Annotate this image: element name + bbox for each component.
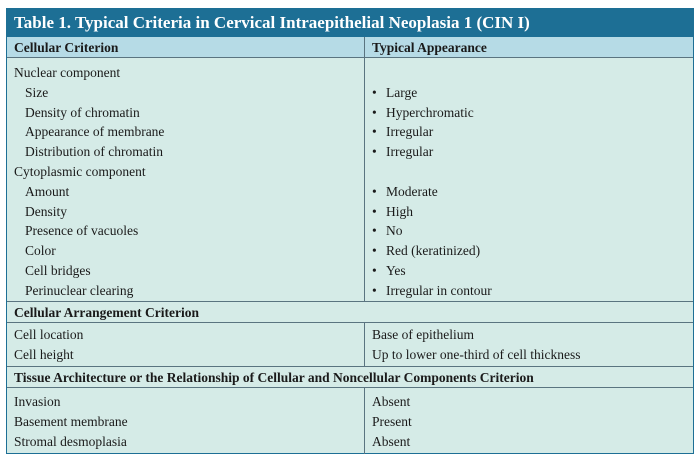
criterion-value: • Moderate	[365, 182, 693, 202]
cellular-criteria-block	[7, 58, 693, 302]
criterion-label: Invasion	[14, 394, 61, 409]
criterion-label: Amount	[25, 183, 70, 199]
criterion-label: Basement membrane	[14, 413, 128, 429]
criterion-label: Presence of vacuoles	[25, 223, 139, 239]
arrangement-block	[7, 323, 693, 367]
table-title: Table 1. Typical Criteria in Cervical Intraepithelial Neoplasia 1 (CIN I)	[7, 9, 693, 37]
criterion-value: Absent	[372, 394, 411, 409]
architecture-block	[7, 388, 693, 454]
criterion-value: Absent	[372, 433, 411, 449]
cellular-labels-column	[7, 58, 365, 301]
criterion-value: • Irregular	[365, 122, 693, 142]
criterion-value: • High	[365, 202, 693, 222]
criterion-label: Nuclear component	[14, 65, 121, 80]
header-typical-appearance: Typical Appearance	[372, 40, 487, 55]
header-cellular-criterion: Cellular Criterion	[7, 37, 365, 57]
criterion-value: • Irregular in contour	[365, 281, 693, 301]
criterion-label: Density of chromatin	[25, 104, 140, 120]
criterion-value: Present	[372, 413, 412, 429]
cellular-values-column	[365, 58, 693, 301]
criterion-value	[365, 162, 693, 182]
criterion-label: Size	[25, 84, 49, 100]
criterion-value: • Irregular	[365, 142, 693, 162]
table-header-row	[7, 37, 693, 58]
criterion-label: Cell bridges	[25, 262, 91, 278]
architecture-values-column	[365, 388, 693, 454]
criterion-label: Cell height	[14, 346, 74, 362]
arrangement-section-heading: Cellular Arrangement Criterion	[7, 302, 693, 323]
criterion-label: Density	[25, 203, 67, 219]
criterion-value: • No	[365, 221, 693, 241]
criterion-label: Cytoplasmic component	[14, 163, 146, 179]
criterion-value: • Red (keratinized)	[365, 241, 693, 261]
criterion-value: • Yes	[365, 261, 693, 281]
criterion-label: Distribution of chromatin	[25, 144, 163, 160]
criterion-value: • Hyperchromatic	[365, 103, 693, 123]
criterion-value: Base of epithelium	[372, 327, 474, 342]
criterion-label: Appearance of membrane	[25, 124, 165, 140]
architecture-section-heading: Tissue Architecture or the Relationship of Cellular and Noncellular Components Criterion	[7, 367, 693, 388]
criterion-value: Up to lower one-third of cell thickness	[372, 346, 581, 362]
criterion-label: Color	[25, 243, 56, 259]
arrangement-labels-column	[7, 323, 365, 366]
criterion-label: Perinuclear clearing	[25, 282, 134, 298]
criterion-label: Cell location	[14, 327, 84, 342]
criterion-value	[365, 63, 693, 83]
arrangement-values-column	[365, 323, 693, 366]
criterion-label: Stromal desmoplasia	[14, 433, 127, 449]
criterion-value: • Large	[365, 83, 693, 103]
criteria-table	[6, 8, 694, 454]
architecture-labels-column	[7, 388, 365, 454]
